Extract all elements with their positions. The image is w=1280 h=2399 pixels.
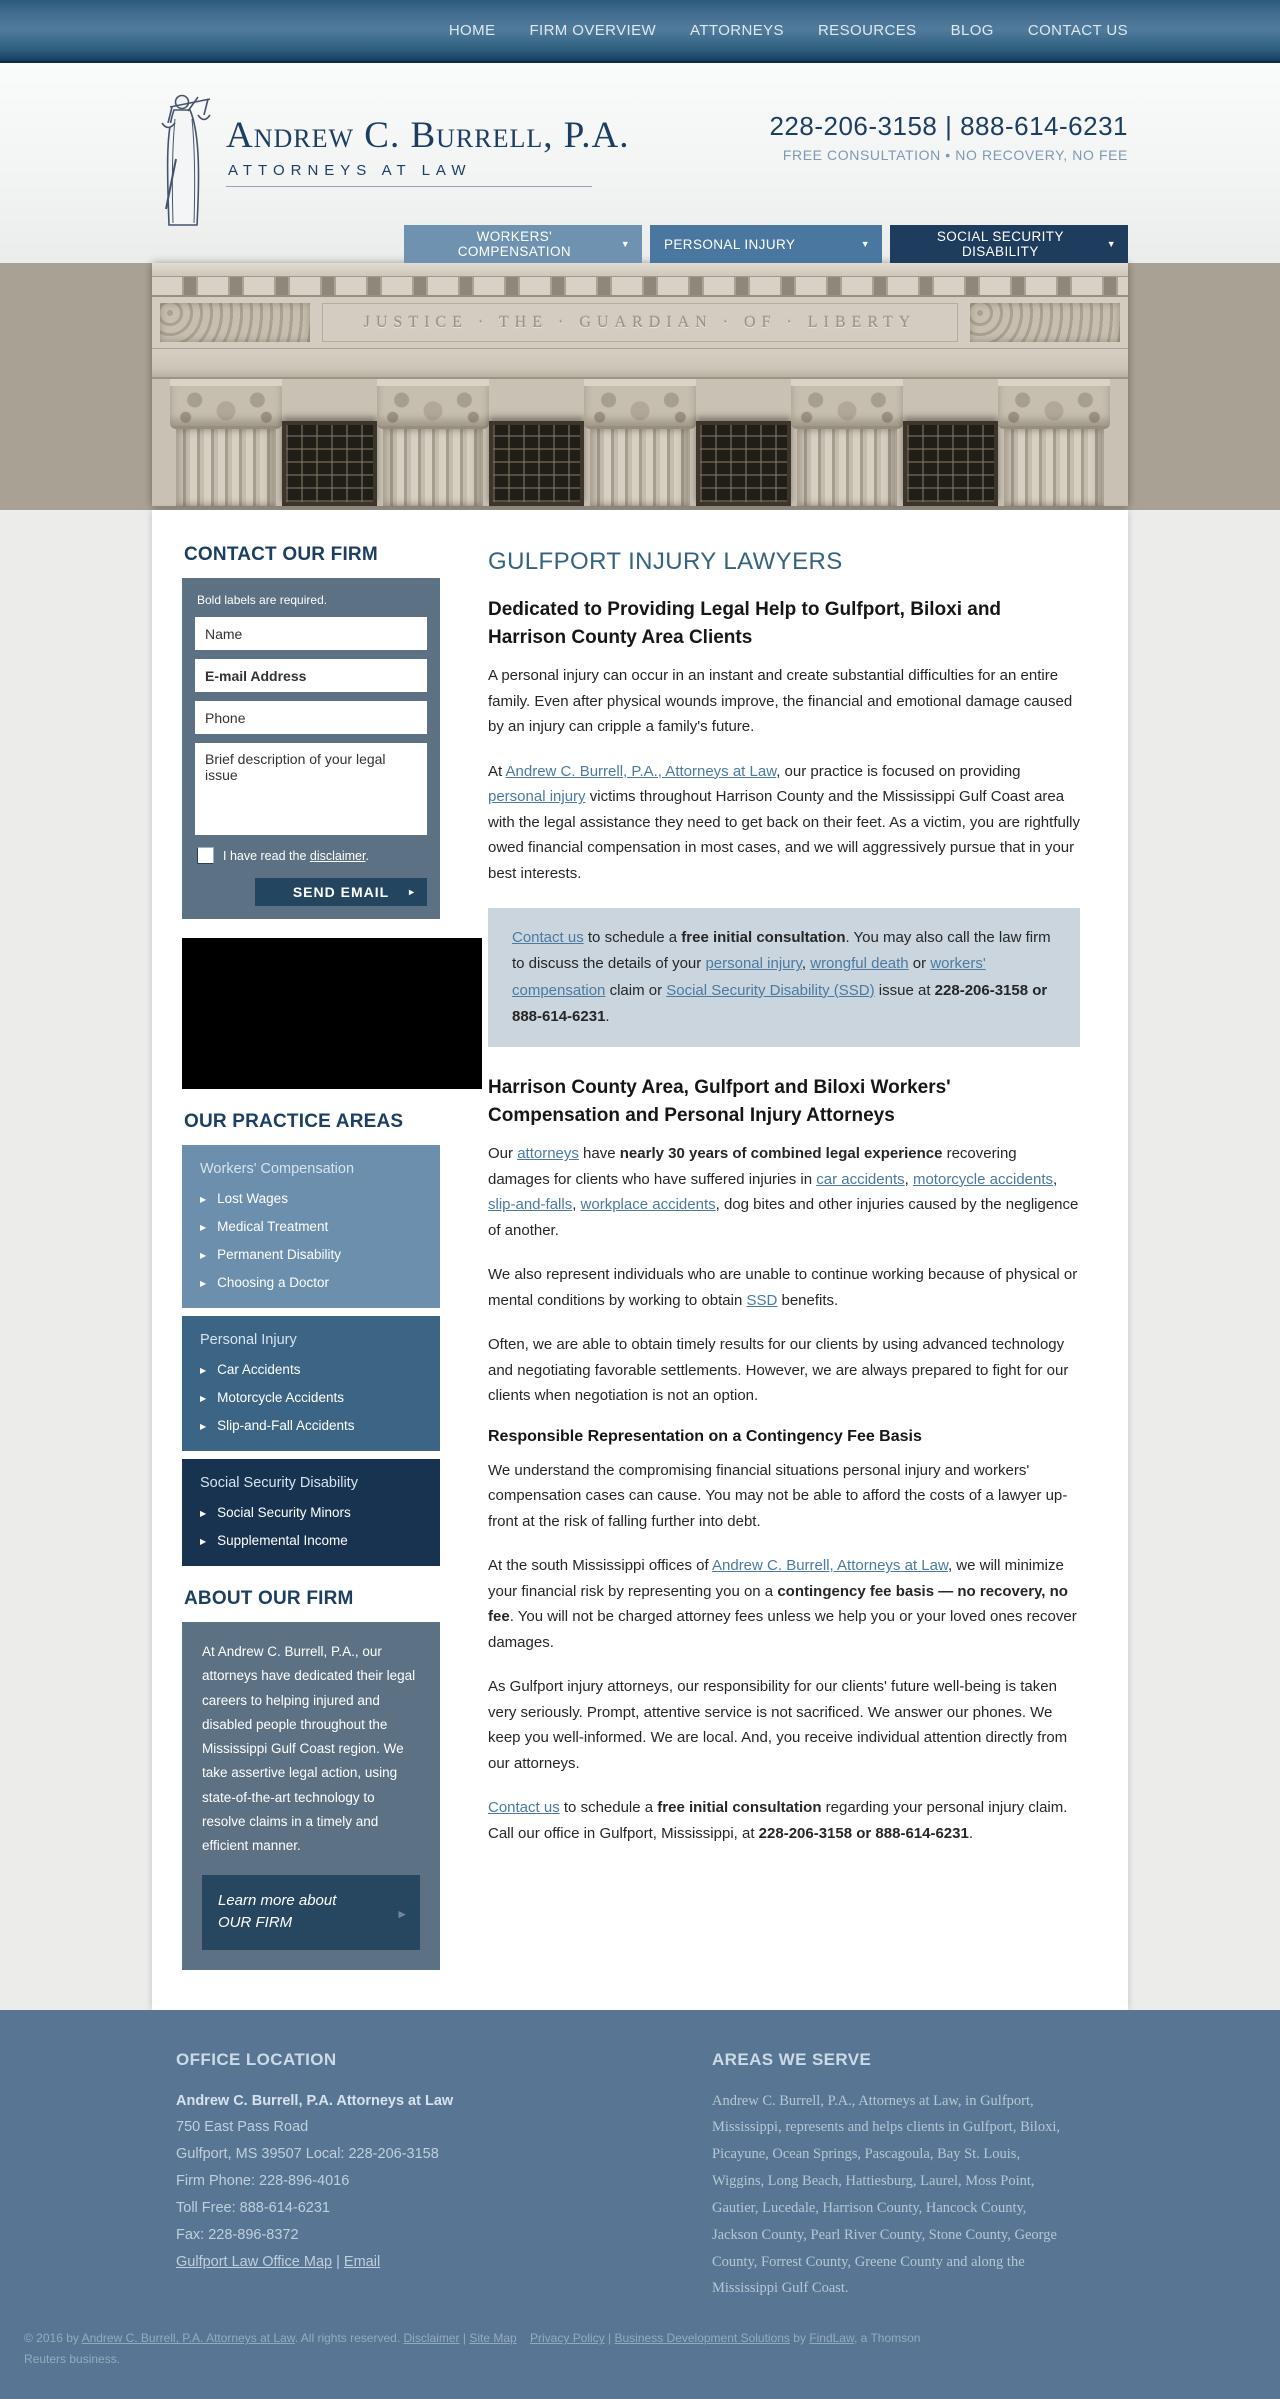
paragraph: As Gulfport injury attorneys, our responsibility for our clients' future well-being is taken very seriously. Prompt, attentive service is not sacrificed. We answer our phones. We keep you well-informed. We are local. And, you receive individual attention directly from our attorneys. [488, 1678, 1068, 1772]
nav-resources[interactable]: RESOURCES [817, 22, 917, 39]
triangle-bullet-icon: ▶ [200, 1394, 207, 1403]
triangle-bullet-icon: ▶ [200, 1366, 207, 1375]
triangle-bullet-icon: ▶ [200, 1537, 207, 1546]
menu-label: WORKERS' COMPENSATION [457, 229, 571, 259]
text-segment: benefits. [777, 1291, 839, 1309]
text-segment: . You will not be charged attorney fees unless we help you or your loved ones recover damages. [488, 1608, 1077, 1651]
firm-link[interactable]: Andrew C. Burrell, Attorneys at Law [712, 1557, 948, 1575]
about-firm-text: At Andrew C. Burrell, P.A., our attorneys have dedicated their legal careers to helping injured and disabled people throughout the Mississippi Gulf Coast region. We take assertive legal action, using state-of-the-art technology to resolve claims in a timely and efficient manner. [202, 1644, 416, 1854]
disclaimer-label-pre: I have read the [223, 848, 310, 863]
footer-firm-name: Andrew C. Burrell, P.A. Attorneys at Law [176, 2092, 454, 2109]
text-segment: | [459, 2331, 470, 2346]
attorneys-link[interactable]: attorneys [517, 1145, 579, 1163]
paragraph: Often, we are able to obtain timely results for our clients by using advanced technology and negotiating favorable settlements. However, we are always prepared to fight for our clients when negotiation is not an option. [488, 1336, 1069, 1405]
text-segment: recovering damages for clients who have suffered injuries in [488, 1145, 1017, 1188]
disclaimer-label-post: . [365, 848, 369, 863]
hero-window [696, 421, 791, 506]
practice-menu-bar [404, 225, 1128, 263]
office-location-column [176, 2050, 712, 2303]
paragraph: We understand the compromising financial situations personal injury and workers' compensation cases can cause. You may not be able to afford the costs of a lawyer up-front at the risk of falling further into debt. [488, 1461, 1068, 1530]
menu-social-security-disability[interactable] [890, 225, 1128, 263]
text-segment: | [604, 2331, 615, 2346]
practice-item-lost-wages[interactable]: ▶ Lost Wages [200, 1191, 288, 1206]
areas-we-serve-text: Andrew C. Burrell, P.A., Attorneys at Law, in Gulfport, Mississippi, represents and helps clients in Gulfport, Biloxi, Picayune, Ocean Springs, Pascagoula, Bay St. Louis, Wiggins, Long Beach, Hattiesburg, Laurel, Moss Point, Gautier, Lucedale, Harrison County, Hancock County, Jackson County, Pearl River County, Stone County, George County, Forrest County, Greene County and along the Mississippi Gulf Coast. [712, 2092, 1060, 2297]
callout-text [512, 925, 1056, 1030]
menu-workers-compensation[interactable] [404, 225, 642, 263]
motorcycle-accidents-link[interactable]: motorcycle accidents [912, 1170, 1054, 1188]
lady-justice-icon [152, 89, 216, 231]
text-segment: © 2016 by [24, 2331, 82, 2346]
site-header [0, 63, 1280, 263]
text-segment: issue at [874, 981, 935, 999]
hero-dentils [152, 277, 1128, 297]
hero-inscription: JUSTICE · THE · GUARDIAN · OF · LIBERTY [363, 313, 917, 331]
practice-item-slip-and-fall-accidents[interactable]: ▶ Slip-and-Fall Accidents [200, 1418, 355, 1433]
practice-group-title[interactable]: Workers' Compensation [200, 1161, 355, 1177]
text-segment: , we will minimize your financial risk by representing you on a [488, 1557, 1064, 1600]
phone-numbers[interactable]: 228-206-3158 | 888-614-6231 [769, 111, 1128, 141]
send-email-label: SEND EMAIL [292, 884, 390, 900]
paragraph [488, 1553, 1080, 1655]
firm-name: Andrew C. Burrell, P.A. [226, 115, 630, 156]
courthouse-hero-image [152, 263, 1128, 506]
hero-architrave [152, 349, 1128, 379]
link-separator: | [332, 2253, 344, 2270]
intro-subheading: Dedicated to Providing Legal Help to Gulfport, Biloxi and Harrison County Area Clients [488, 599, 1002, 648]
text-segment: have [578, 1145, 620, 1163]
firm-link[interactable]: Andrew C. Burrell, P.A., Attorneys at Law [505, 762, 777, 780]
practice-item-medical-treatment[interactable]: ▶ Medical Treatment [200, 1219, 329, 1234]
contact-us-link[interactable]: Contact us [488, 1799, 560, 1817]
triangle-bullet-icon: ▶ [200, 1251, 207, 1260]
slip-and-falls-link[interactable]: slip-and-falls [488, 1196, 573, 1214]
learn-more-line2: OUR FIRM [218, 1914, 293, 1932]
chevron-down-icon: ▼ [620, 239, 630, 249]
bold-text: nearly 30 years of combined legal experience [619, 1145, 943, 1163]
privacy-policy-link[interactable]: Privacy Policy [530, 2331, 605, 2346]
text-segment: to schedule a [583, 929, 682, 947]
hero-window [903, 421, 998, 506]
paragraph [488, 1262, 1080, 1313]
triangle-bullet-icon: ▶ [200, 1223, 207, 1232]
footer-address-line2: Gulfport, MS 39507 Local: 228-206-3158 [176, 2146, 439, 2163]
text-segment: . [605, 1007, 610, 1025]
contact-form [182, 578, 440, 919]
bold-text: contingency fee basis — no recovery, no fee [488, 1582, 1068, 1626]
disclaimer-label [223, 849, 369, 863]
page-title: GULFPORT INJURY LAWYERS [488, 548, 843, 575]
footer-firm-phone: Firm Phone: 228-896-4016 [176, 2173, 350, 2190]
sidebar [182, 544, 440, 1970]
triangle-bullet-icon: ▶ [200, 1195, 207, 1204]
disclaimer-checkbox[interactable] [197, 847, 214, 864]
email-field[interactable] [195, 659, 427, 692]
menu-label: PERSONAL INJURY [664, 236, 796, 252]
hero-columns [152, 379, 1128, 506]
practice-group-title[interactable]: Personal Injury [200, 1332, 297, 1348]
personal-injury-link[interactable]: personal injury [488, 788, 586, 806]
hero-column [1004, 379, 1104, 506]
text-segment: , [801, 955, 811, 973]
text-segment: , a Thomson Reuters business. [24, 2331, 921, 2366]
business-development-solutions-link[interactable]: Business Development Solutions [614, 2331, 790, 2346]
hero-ornament-right [970, 303, 1120, 342]
paragraph [488, 759, 1080, 887]
firm-logo[interactable] [152, 89, 629, 231]
text-segment: , [1053, 1170, 1058, 1188]
text-segment: At [488, 762, 506, 780]
text-segment: , dog bites and other injuries caused by the negligence of another. [488, 1196, 1079, 1239]
contingency-subheading: Responsible Representation on a Contingency Fee Basis [488, 1427, 922, 1445]
nav-firm-overview[interactable]: FIRM OVERVIEW [529, 22, 657, 39]
triangle-bullet-icon: ▶ [200, 1422, 207, 1431]
bold-text: 228-206-3158 or 888-614-6231 [512, 981, 1048, 1025]
learn-more-line1: Learn more about [218, 1891, 337, 1909]
nav-contact-us[interactable]: CONTACT US [1027, 22, 1128, 39]
paragraph [488, 1141, 1080, 1243]
practice-group-workers-compensation [182, 1145, 440, 1308]
practice-group-personal-injury [182, 1316, 440, 1451]
text-segment: to schedule a [559, 1799, 658, 1817]
text-segment: Our [488, 1145, 518, 1163]
text-segment: or [908, 955, 931, 973]
hero-band [0, 263, 1280, 510]
name-field[interactable] [195, 617, 427, 650]
text-segment: by [789, 2331, 810, 2346]
text-segment [517, 2331, 530, 2345]
send-email-button[interactable] [255, 878, 427, 906]
consultation-callout [488, 908, 1080, 1047]
chevron-down-icon: ▼ [860, 239, 870, 249]
site-footer [0, 2010, 1280, 2399]
bold-text: free initial consultation [681, 929, 846, 947]
bold-text: free initial consultation [657, 1799, 822, 1817]
car-accidents-link[interactable]: car accidents [816, 1170, 905, 1188]
nav-home[interactable]: HOME [448, 22, 496, 39]
text-segment: claim or [605, 981, 667, 999]
practice-item-car-accidents[interactable]: ▶ Car Accidents [200, 1362, 301, 1377]
arrow-right-icon: ► [396, 1907, 408, 1922]
ssd-link[interactable]: Social Security Disability (SSD) [666, 981, 875, 999]
hero-column [383, 379, 483, 506]
hero-cornice [152, 263, 1128, 277]
required-note: Bold labels are required. [197, 593, 328, 607]
text-segment: . You may also call the law firm to discuss the details of your [512, 929, 1051, 973]
disclaimer-link[interactable]: Disclaimer [403, 2331, 460, 2346]
footer-toll-free: Toll Free: 888-614-6231 [176, 2199, 330, 2216]
practice-item-permanent-disability[interactable]: ▶ Permanent Disability [200, 1247, 341, 1262]
hero-window [489, 421, 584, 506]
site-map-link[interactable]: Site Map [469, 2331, 517, 2346]
practice-item-social-security-minors[interactable]: ▶ Social Security Minors [200, 1505, 351, 1520]
practice-group-social-security-disability [182, 1459, 440, 1566]
text-segment: , our practice is focused on providing [776, 762, 1021, 780]
text-segment: , [572, 1196, 581, 1214]
email-link[interactable]: Email [343, 2253, 381, 2270]
main-content [488, 544, 1080, 1970]
disclaimer-link[interactable]: disclaimer [309, 848, 366, 863]
practice-areas-heading: OUR PRACTICE AREAS [184, 1111, 404, 1132]
phone-field[interactable] [195, 701, 427, 734]
hero-window [282, 421, 377, 506]
office-map-link[interactable]: Gulfport Law Office Map [176, 2253, 333, 2270]
text-segment: , [904, 1170, 913, 1188]
triangle-bullet-icon: ▶ [200, 1509, 207, 1518]
video-player[interactable] [182, 938, 482, 1089]
attorneys-subheading: Harrison County Area, Gulfport and Biloxi Workers' Compensation and Personal Injury Attorneys [488, 1077, 951, 1126]
menu-label: SOCIAL SECURITY DISABILITY [936, 229, 1064, 259]
paragraph: A personal injury can occur in an instant and create substantial difficulties for an entire family. Even after physical wounds improve, the financial and emotional damage caused by an injury can cripple a family's future. [488, 667, 1073, 736]
practice-item-supplemental-income[interactable]: ▶ Supplemental Income [200, 1533, 348, 1548]
about-firm-heading: ABOUT OUR FIRM [184, 1588, 354, 1609]
phone-tagline: FREE CONSULTATION • NO RECOVERY, NO FEE [782, 147, 1128, 163]
text-segment: . [968, 1824, 974, 1842]
nav-blog[interactable]: BLOG [950, 22, 994, 39]
text-segment: We also represent individuals who are unable to continue working because of physical or mental conditions by working to obtain [488, 1266, 1078, 1309]
office-location-heading: OFFICE LOCATION [176, 2049, 337, 2069]
footer-address-line1: 750 East Pass Road [176, 2119, 309, 2136]
phone-block [769, 111, 1128, 163]
text-segment: At the south Mississippi offices of [488, 1557, 712, 1575]
hero-column [590, 379, 690, 506]
practice-item-motorcycle-accidents[interactable]: ▶ Motorcycle Accidents [200, 1390, 344, 1405]
firm-tagline: ATTORNEYS AT LAW [226, 162, 592, 187]
arrow-right-icon: ► [407, 887, 417, 897]
top-navigation [0, 0, 1280, 63]
contact-us-link[interactable]: Contact us [512, 929, 584, 947]
text-segment: regarding your personal injury claim. Call our office in Gulfport, Mississippi, at [488, 1799, 1068, 1842]
about-firm-box [182, 1622, 440, 1970]
text-segment: . All rights reserved. [294, 2331, 404, 2346]
firm-link[interactable]: Andrew C. Burrell, P.A. Attorneys at Law [81, 2331, 295, 2346]
footer-fax: Fax: 228-896-8372 [176, 2226, 299, 2243]
wrongful-death-link[interactable]: wrongful death [810, 955, 909, 973]
ssd-link[interactable]: SSD [746, 1291, 778, 1309]
nav-attorneys[interactable]: ATTORNEYS [690, 22, 784, 39]
workplace-accidents-link[interactable]: workplace accidents [580, 1196, 716, 1214]
hero-column [176, 379, 276, 506]
hero-frieze [152, 297, 1128, 349]
practice-group-title[interactable]: Social Security Disability [200, 1475, 358, 1491]
learn-more-button[interactable] [202, 1875, 420, 1950]
bold-text: 228-206-3158 or 888-614-6231 [758, 1824, 969, 1842]
practice-item-choosing-a-doctor[interactable]: ▶ Choosing a Doctor [200, 1275, 329, 1290]
text-segment: victims throughout Harrison County and the Mississippi Gulf Coast area with the legal assistance they need to get back on their feet. As a victim, you are rightfully owed financial compensation in most cases, and we will aggressively pursue that in your best interests. [488, 788, 1080, 882]
workers-compensation-link[interactable]: workers' compensation [512, 955, 986, 999]
contact-heading: CONTACT OUR FIRM [184, 544, 378, 565]
areas-we-serve-column [712, 2050, 1080, 2303]
triangle-bullet-icon: ▶ [200, 1279, 207, 1288]
chevron-down-icon: ▼ [1106, 239, 1116, 249]
description-field[interactable] [195, 743, 427, 835]
paragraph [488, 1795, 1080, 1846]
content-area [0, 510, 1280, 2010]
findlaw-link[interactable]: FindLaw [809, 2331, 854, 2346]
copyright-notice [0, 2302, 1000, 2399]
areas-we-serve-heading: AREAS WE SERVE [712, 2049, 872, 2069]
hero-column [797, 379, 897, 506]
personal-injury-link[interactable]: personal injury [705, 955, 802, 973]
menu-personal-injury[interactable] [650, 225, 882, 263]
hero-ornament-left [160, 303, 310, 342]
